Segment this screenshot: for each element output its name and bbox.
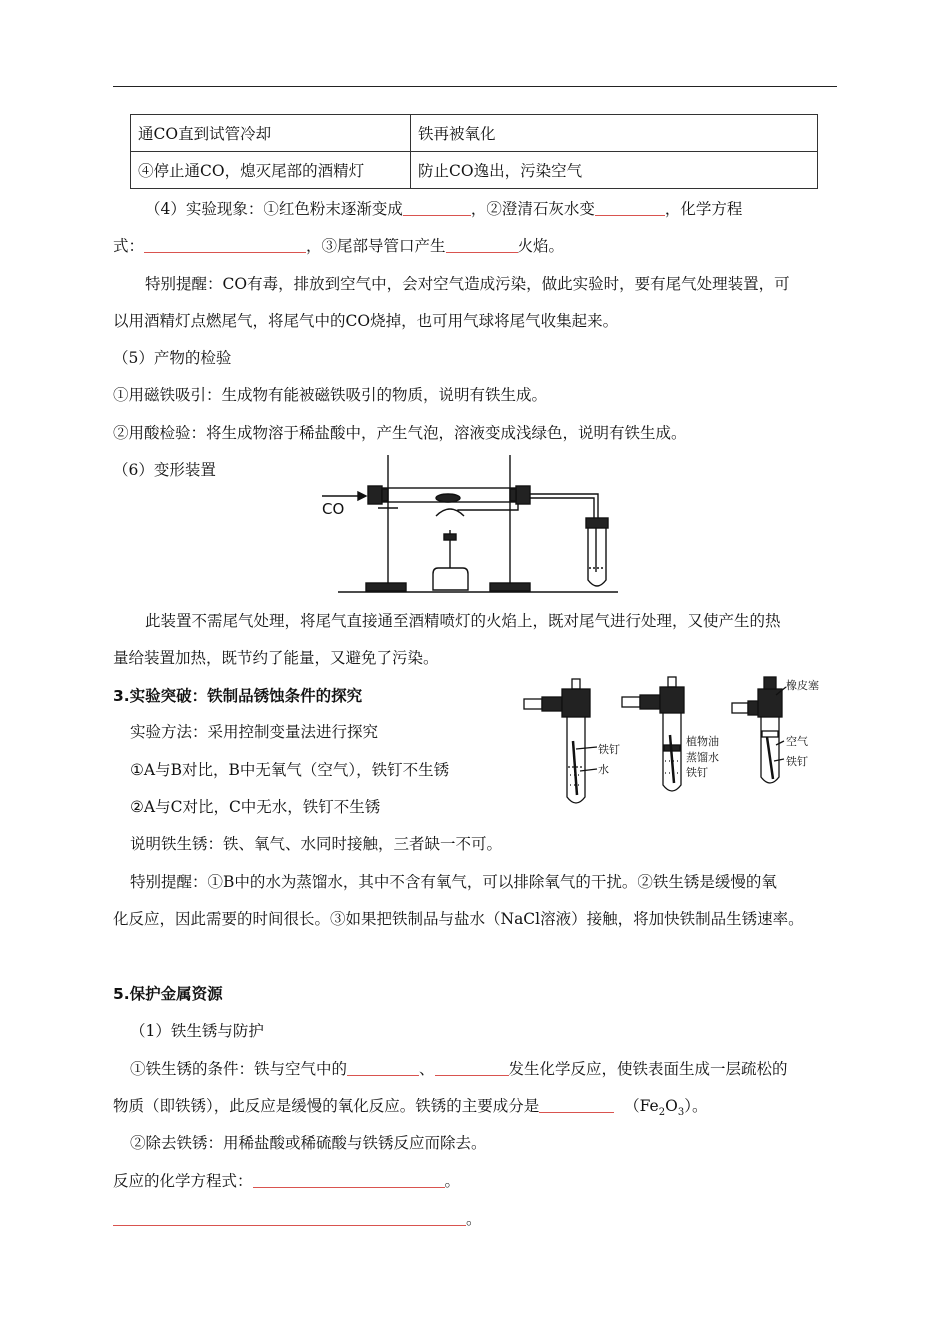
text: （Fe xyxy=(624,1097,659,1115)
paragraph-line: 量给装置加热，既节约了能量，又避免了污染。 xyxy=(113,649,439,667)
tube-b-water-label: 蒸馏水 xyxy=(686,751,719,764)
text: 式： xyxy=(113,237,145,255)
paragraph-line: ②除去铁锈：用稀盐酸或稀硫酸与铁锈反应而除去。 xyxy=(130,1134,487,1152)
tube-c-stopper-label: 橡皮塞 xyxy=(786,679,819,692)
paragraph-line xyxy=(113,1096,707,1123)
tube-a-nail-label: 铁钉 xyxy=(598,743,620,756)
paragraph-line: ②A与C对比，C中无水，铁钉不生锈 xyxy=(130,798,381,816)
text: 发生化学反应，使铁表面生成一层疏松的 xyxy=(508,1060,788,1078)
text: ①铁生锈的条件：铁与空气中的 xyxy=(130,1060,348,1078)
text: ）。 xyxy=(684,1097,708,1115)
tube-b-oil-label: 植物油 xyxy=(686,735,719,748)
fill-blank xyxy=(253,1173,445,1188)
section-title: 5.保护金属资源 xyxy=(113,985,223,1003)
paragraph-line xyxy=(130,1059,788,1079)
paragraph-line: 实验方法：采用控制变量法进行探究 xyxy=(130,723,379,741)
paragraph-line: ②用酸检验：将生成物溶于稀盐酸中，产生气泡，溶液变成浅绿色，说明有铁生成。 xyxy=(113,424,687,442)
table-row xyxy=(131,115,818,152)
fill-blank xyxy=(539,1098,614,1113)
rusting-tubes-diagram xyxy=(522,675,842,810)
fill-blank xyxy=(113,1211,466,1226)
text: 反应的化学方程式： xyxy=(113,1172,253,1190)
reminder-line-1: 特别提醒：CO有毒，排放到空气中，会对空气造成污染，做此实验时，要有尾气处理装置，可 xyxy=(145,275,790,293)
paragraph-line: 此装置不需尾气处理，将尾气直接通至酒精喷灯的火焰上，既对尾气进行处理，又使产生的热 xyxy=(145,612,781,630)
text: 火焰。 xyxy=(517,237,565,255)
fill-blank xyxy=(435,1061,509,1076)
text: 、 xyxy=(419,1060,435,1078)
observation-line-2 xyxy=(113,236,564,256)
table-cell: 铁再被氧化 xyxy=(411,115,818,152)
paragraph-line xyxy=(113,1171,460,1191)
fill-blank xyxy=(446,238,518,253)
tube-c-nail-label: 铁钉 xyxy=(786,755,808,768)
section-title: （5）产物的检验 xyxy=(113,349,232,367)
text: （4）实验现象：①红色粉末逐渐变成 xyxy=(145,200,403,218)
reminder-line-2: 以用酒精灯点燃尾气，将尾气中的CO烧掉，也可用气球将尾气收集起来。 xyxy=(113,312,619,330)
section-title: 3.实验突破：铁制品锈蚀条件的探究 xyxy=(113,687,363,705)
tube-c-air-label: 空气 xyxy=(786,735,808,748)
tube-a-water-label: 水 xyxy=(598,763,609,776)
text: ，③尾部导管口产生 xyxy=(306,237,446,255)
table-cell: 防止CO逸出，污染空气 xyxy=(411,152,818,189)
table-cell: 通CO直到试管冷却 xyxy=(131,115,411,152)
fill-blank xyxy=(595,201,665,216)
header-rule xyxy=(113,86,837,87)
procedure-table xyxy=(130,114,818,189)
text: O xyxy=(665,1097,678,1115)
table-cell: ④停止通CO，熄灭尾部的酒精灯 xyxy=(131,152,411,189)
subscript: 2 xyxy=(658,1107,666,1119)
paragraph-line: ①用磁铁吸引：生成物有能被磁铁吸引的物质，说明有铁生成。 xyxy=(113,386,548,404)
tube-b-nail-label: 铁钉 xyxy=(686,766,708,779)
co-label: CO xyxy=(322,500,345,518)
text: 。 xyxy=(444,1172,461,1190)
text: ，化学方程 xyxy=(664,200,743,218)
paragraph-line xyxy=(113,1209,482,1229)
observation-line-1 xyxy=(145,199,742,219)
text: 物质（即铁锈），此反应是缓慢的氧化反应。铁锈的主要成分是 xyxy=(113,1097,540,1115)
co-reduction-apparatus-diagram xyxy=(318,450,638,598)
fill-blank xyxy=(144,238,306,253)
subsection-title: （1）铁生锈与防护 xyxy=(130,1022,264,1040)
section-title: （6）变形装置 xyxy=(113,461,216,479)
subscript: 3 xyxy=(677,1107,685,1119)
reminder-line-2: 化反应，因此需要的时间很长。③如果把铁制品与盐水（NaCl溶液）接触，将加快铁制品生锈速率。 xyxy=(113,910,804,928)
text: ，②澄清石灰水变 xyxy=(470,200,595,218)
paragraph-line: 说明铁生锈：铁、氧气、水同时接触，三者缺一不可。 xyxy=(130,835,503,853)
table-row xyxy=(131,152,818,189)
fill-blank xyxy=(403,201,471,216)
reminder-line-1: 特别提醒：①B中的水为蒸馏水，其中不含有氧气，可以排除氧气的干扰。②铁生锈是缓慢的氧 xyxy=(130,873,777,891)
fill-blank xyxy=(347,1061,419,1076)
paragraph-line: ①A与B对比，B中无氧气（空气），铁钉不生锈 xyxy=(130,761,450,779)
text: 。 xyxy=(466,1210,482,1228)
